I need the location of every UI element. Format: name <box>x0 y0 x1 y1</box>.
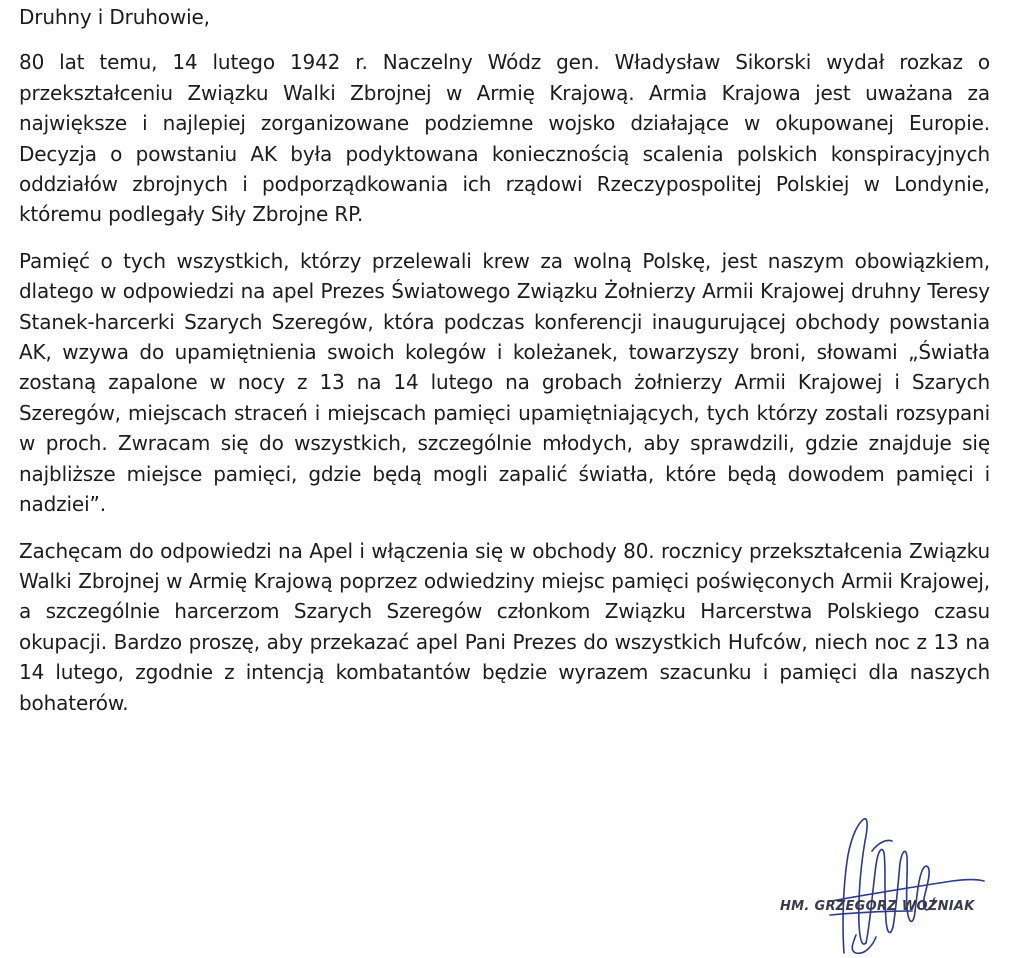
handwritten-signature <box>772 815 1002 955</box>
letter-body <box>19 2 990 734</box>
greeting: Druhny i Druhowie, <box>19 5 210 29</box>
signature-block <box>772 815 1002 955</box>
paragraph-3: Zachęcam do odpowiedzi na Apel i włączenia się w obchody 80. rocznicy przekształcenia Związku Walki Zbrojnej w Armię Krajową poprzez odwiedziny miejsc pamięci poświęconych Armii Krajowej, a szczególnie harcerzom Szarych Szeregów członkom Związku Harcerstwa Polskiego czasu okupacji. Bardzo proszę, aby przekazać apel Pani Prezes do wszystkich Hufców, niech noc z 13 na 14 lutego, zgodnie z intencją kombatantów będzie wyrazem szacunku i pamięci dla naszych bohaterów. <box>19 538 990 715</box>
paragraph-1: 80 lat temu, 14 lutego 1942 r. Naczelny Wódz gen. Władysław Sikorski wydał rozkaz o przekształceniu Związku Walki Zbrojnej w Armię Krajową. Armia Krajowa jest uważana za największe i najlepiej zorganizowane podziemne wojsko działające w okupowanej Europie. Decyzja o powstaniu AK była podyktowana koniecznością scalenia polskich konspiracyjnych oddziałów zbrojnych i podporządkowania ich rządowi Rzeczypospolitej Polskiej w Londynie, któremu podlegały Siły Zbrojne RP. <box>19 50 990 227</box>
signature-name: HM. GRZEGORZ WOŹNIAK <box>780 899 975 914</box>
paragraph-2: Pamięć o tych wszystkich, którzy przelewali krew za wolną Polskę, jest naszym obowiązkiem, dlatego w odpowiedzi na apel Prezes Światowego Związku Żołnierzy Armii Krajowej druhny Teresy Stanek-harcerki Szarych Szeregów, która podczas konferencji inaugurującej obchody powstania AK, wzywa do upamiętnienia swoich kolegów i koleżanek, towarzyszy broni, słowami „Światła zostaną zapalone w nocy z 13 na 14 lutego na grobach żołnierzy Armii Krajowej i Szarych Szeregów, miejscach straceń i miejscach pamięci upamiętniających, tych którzy zostali rozsypani w proch. Zwracam się do wszystkich, szczególnie młodych, aby sprawdzili, gdzie znajduje się najbliższe miejsce pamięci, gdzie będą mogli zapalić światła, które będą dowodem pamięci i nadziei”. <box>19 248 990 517</box>
